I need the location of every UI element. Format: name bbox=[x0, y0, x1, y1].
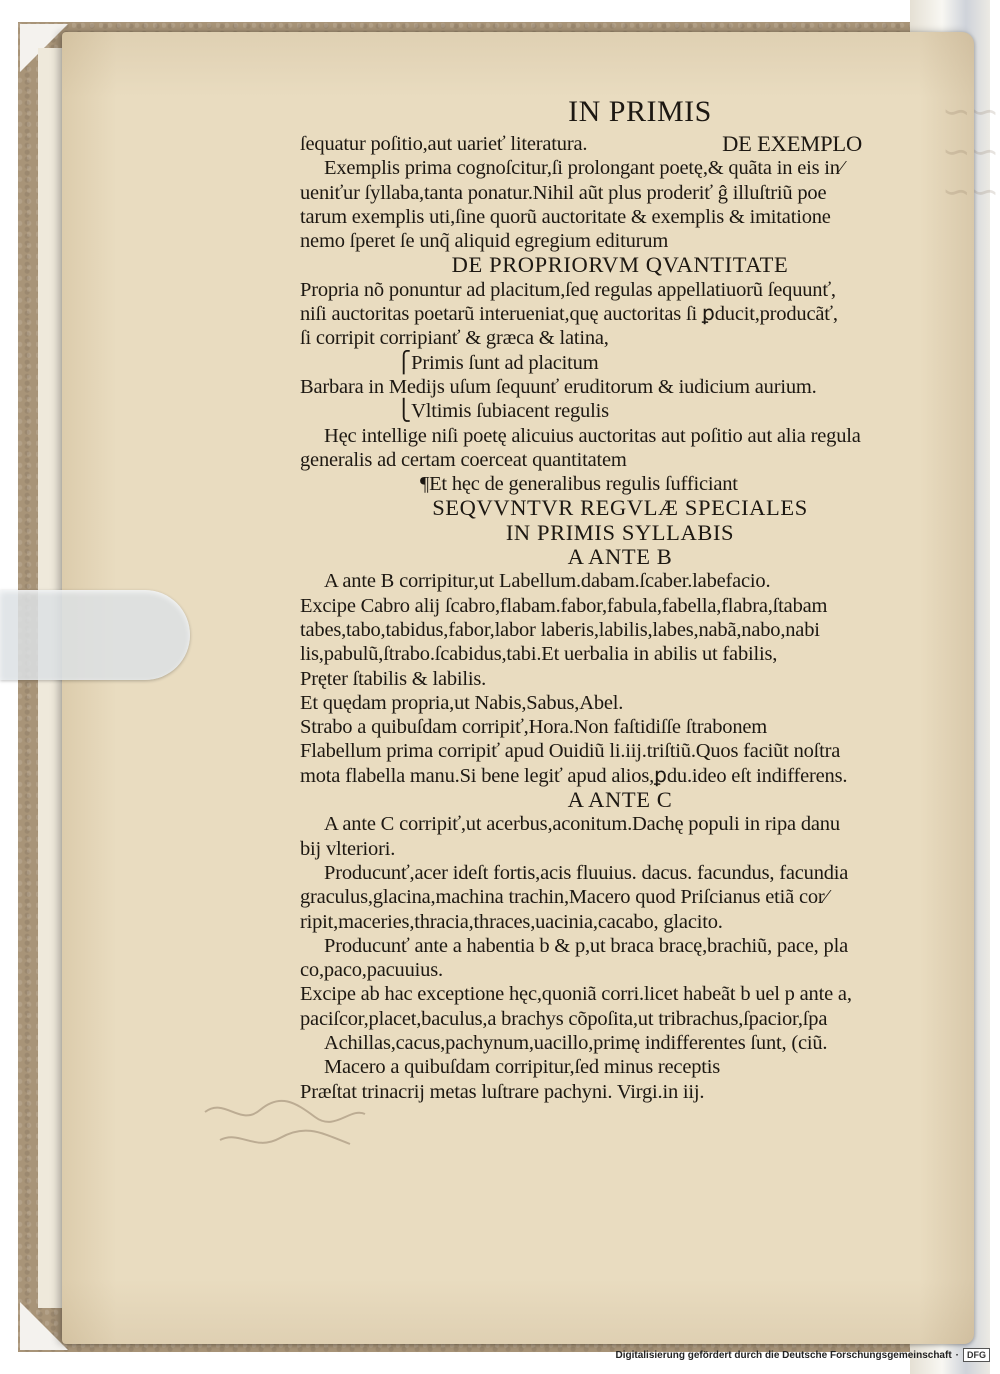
text-line: Strabo a quibuſdam corripiť,Hora.Non faſtidiſſe ſtrabonem bbox=[300, 716, 768, 739]
text-line-part: ſequatur poſitio,aut uarieť literatura. bbox=[300, 133, 588, 155]
running-head: IN PRIMIS bbox=[568, 95, 712, 128]
text-line: Barbara in Medijs uſum ſequunť eruditorum & iudicium aurium. bbox=[300, 375, 817, 398]
text-line: Excipe Cabro alij ſcabro,flabam.fabor,fabula,fabella,flabra,ſtabam bbox=[300, 594, 828, 617]
text-line: co,paco,pacuuius. bbox=[300, 959, 443, 982]
text-line: bij vlteriori. bbox=[300, 837, 396, 860]
show-through-text: ∽∽ ∽∽ ∽∽ bbox=[942, 94, 999, 211]
text-line: A ante B corripitur,ut Labellum.dabam.ſcaber.labefacio. bbox=[324, 570, 771, 593]
text-line: ¶Et hęc de generalibus regulis ſufficiant bbox=[420, 473, 738, 496]
text-line: Achillas,cacus,pachynum,uacillo,primę indifferentes ſunt, (ciũ. bbox=[324, 1031, 828, 1054]
text-line: Pręter ſtabilis & labilis. bbox=[300, 667, 487, 690]
text-line: tarum exemplis uti,ſine quorũ auctoritate & exemplis & imitatione bbox=[300, 205, 831, 228]
text-line: Propria nõ ponuntur ad placitum,ſed regulas appellatiuorũ ſequunť, bbox=[300, 278, 836, 301]
section-heading: A ANTE B bbox=[567, 544, 673, 570]
text-line: ⎧Primis ſunt ad placitum bbox=[396, 351, 599, 374]
text-line: Producunť ante a habentia b & p,ut braca bracę,brachiũ, pace, pla bbox=[324, 934, 848, 957]
credit-text: Digitalisierung gefördert durch die Deutsche Forschungsgemeinschaft bbox=[615, 1349, 952, 1361]
text-line: Præſtat trinacrij metas luſtrare pachyni. Virgi.in iij. bbox=[300, 1080, 705, 1103]
text-line: graculus,glacina,machina trachin,Macero quod Priſcianus etiã cor⁄ bbox=[300, 886, 828, 909]
digitization-credit bbox=[615, 1348, 990, 1362]
section-heading: DE EXEMPLO bbox=[722, 131, 862, 156]
text-line: ueniťur ſyllaba,tanta ponatur.Nihil aũt plus proderiť ĝ illuſtriũ poe bbox=[300, 181, 827, 204]
dfg-logo-icon: DFG bbox=[963, 1348, 990, 1362]
text-lines bbox=[300, 132, 940, 1104]
page-holder-strap bbox=[0, 590, 190, 680]
text-line: tabes,tabo,tabidus,fabor,labor laberis,labilis,labes,nabã,nabo,nabi bbox=[300, 618, 820, 641]
section-heading: DE PROPRIORVM QVANTITATE bbox=[451, 252, 789, 278]
page-text-block bbox=[300, 92, 940, 1104]
text-line: generalis ad certam coerceat quantitatem bbox=[300, 448, 627, 471]
text-line: nemo ſperet ſe unq̃ aliquid egregium editurum bbox=[300, 230, 669, 253]
text-line: paciſcor,placet,baculus,a brachys cõpoſita,ut tribrachus,ſpacior,ſpa bbox=[300, 1007, 828, 1030]
text-line: niſi auctoritas poetarũ interueniat,quę auctoritas ſi ꝑducit,producãť, bbox=[300, 303, 838, 326]
section-heading: IN PRIMIS SYLLABIS bbox=[505, 519, 735, 545]
text-line: ripit,maceries,thracia,thraces,uacinia,cacabo, glacito. bbox=[300, 910, 723, 933]
text-line: mota flabella manu.Si bene legiť apud alios,ꝑdu.ideo eſt indifferens. bbox=[300, 764, 848, 787]
text-line: ⎩Vltimis ſubiacent regulis bbox=[396, 400, 609, 423]
text-line: Macero a quibuſdam corripitur,ſed minus receptis bbox=[324, 1056, 721, 1079]
text-line bbox=[300, 132, 940, 156]
text-line: Excipe ab hac exceptione hęc,quoniã corri.licet habeãt b uel p ante a, bbox=[300, 983, 852, 1006]
text-line: ſi corripit corripianť & græca & latina, bbox=[300, 327, 609, 350]
text-line: A ante C corripiť,ut acerbus,aconitum.Dachę populi in ripa danu bbox=[324, 813, 840, 836]
text-line: Exemplis prima cognoſcitur,ſi prolongant poetę,& quãta in eis in⁄ bbox=[324, 157, 844, 180]
section-heading: A ANTE C bbox=[567, 787, 673, 813]
text-line: lis,pabulũ,ſtrabo.ſcabidus,tabi.Et uerbalia in abilis ut fabilis, bbox=[300, 643, 778, 666]
text-line: Flabellum prima corripiť apud Ouidiũ li.iij.triſtiũ.Quos faciũt noſtra bbox=[300, 740, 841, 763]
text-line: Producunť,acer ideſt fortis,acis fluuius. dacus. facundus, facundia bbox=[324, 861, 849, 884]
section-heading: SEQVVNTVR REGVLÆ SPECIALES bbox=[432, 495, 808, 521]
text-line: Hęc intellige niſi poetę alicuius auctoritas aut poſitio aut alia regula bbox=[324, 424, 861, 447]
credit-separator: · bbox=[955, 1349, 959, 1361]
text-line: Et quędam propria,ut Nabis,Sabus,Abel. bbox=[300, 691, 624, 714]
